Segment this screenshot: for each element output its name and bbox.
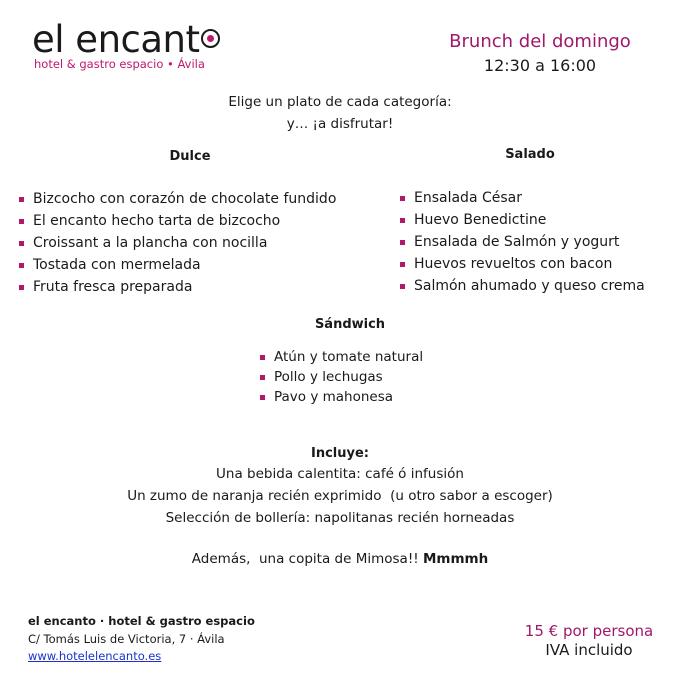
bullet-icon — [400, 240, 405, 245]
tax-label: IVA incluido — [545, 641, 633, 659]
extra-text: Además, una copita de Mimosa!! — [191, 551, 423, 567]
bullet-icon — [400, 196, 405, 201]
brand-name: el encant — [32, 18, 200, 61]
menu-item — [19, 232, 336, 254]
menu-item-label: Bizcocho con corazón de chocolate fundido — [33, 191, 337, 207]
footer-name: el encanto · hotel & gastro espacio — [28, 614, 255, 628]
bullet-icon — [260, 375, 265, 380]
menu-item — [400, 231, 645, 253]
menu-item — [19, 210, 336, 232]
menu-item-label: El encanto hecho tarta de bizcocho — [33, 213, 281, 229]
extra-line — [0, 551, 680, 567]
section-title-salado: Salado — [505, 147, 555, 162]
menu-item — [400, 209, 645, 231]
menu-item-label: Salmón ahumado y queso crema — [414, 278, 645, 294]
menu-item-label: Ensalada César — [414, 190, 522, 206]
menu-list-dulce — [19, 188, 336, 298]
incluye-line-3: Selección de bollería: napolitanas recién horneadas — [165, 510, 515, 526]
intro-line-2: y… ¡a disfrutar! — [286, 116, 394, 132]
menu-item — [260, 367, 423, 387]
extra-emphasis: Mmmmh — [422, 551, 489, 567]
bullet-icon — [19, 197, 24, 202]
bullet-icon — [260, 355, 265, 360]
menu-item-label: Huevo Benedictine — [414, 212, 547, 228]
bullet-icon — [400, 262, 405, 267]
bullet-icon — [400, 284, 405, 289]
bullet-icon — [260, 395, 265, 400]
menu-item-label: Croissant a la plancha con nocilla — [33, 235, 268, 251]
promo-title: Brunch del domingo — [449, 31, 631, 52]
incluye-line-1: Una bebida calentita: café ó infusión — [216, 466, 464, 482]
menu-item — [260, 347, 423, 367]
incluye-line-2: Un zumo de naranja recién exprimido (u otro sabor a escoger) — [127, 488, 553, 504]
menu-item — [400, 187, 645, 209]
menu-item-label: Fruta fresca preparada — [33, 279, 193, 295]
menu-item — [19, 188, 336, 210]
menu-item — [19, 254, 336, 276]
footer-address: C/ Tomás Luis de Victoria, 7 · Ávila — [28, 632, 225, 646]
menu-item — [400, 253, 645, 275]
menu-item-label: Tostada con mermelada — [33, 257, 201, 273]
footer-block — [28, 614, 255, 666]
promo-time: 12:30 a 16:00 — [483, 56, 597, 75]
brand-logo — [32, 18, 220, 62]
menu-item-label: Atún y tomate natural — [274, 349, 424, 365]
intro-line-1: Elige un plato de cada categoría: — [228, 94, 452, 110]
menu-item — [260, 387, 423, 407]
brand-tagline: hotel & gastro espacio • Ávila — [34, 57, 205, 71]
section-title-sandwich: Sándwich — [314, 317, 386, 332]
website-link[interactable]: www.hotelelencanto.es — [28, 649, 162, 663]
bullet-icon — [19, 263, 24, 268]
menu-list-sandwich — [260, 347, 423, 407]
bullet-icon — [400, 218, 405, 223]
section-title-dulce: Dulce — [169, 149, 211, 164]
logo-o-circle-icon — [201, 29, 220, 48]
bullet-icon — [19, 285, 24, 290]
menu-item-label: Pavo y mahonesa — [274, 389, 394, 405]
bullet-icon — [19, 241, 24, 246]
incluye-title: Incluye: — [311, 446, 369, 461]
menu-item-label: Pollo y lechugas — [274, 369, 383, 385]
menu-item-label: Ensalada de Salmón y yogurt — [414, 234, 620, 250]
menu-item — [400, 275, 645, 297]
menu-list-salado — [400, 187, 645, 297]
bullet-icon — [19, 219, 24, 224]
menu-item — [19, 276, 336, 298]
price-label: 15 € por persona — [524, 622, 654, 640]
menu-item-label: Huevos revueltos con bacon — [414, 256, 613, 272]
